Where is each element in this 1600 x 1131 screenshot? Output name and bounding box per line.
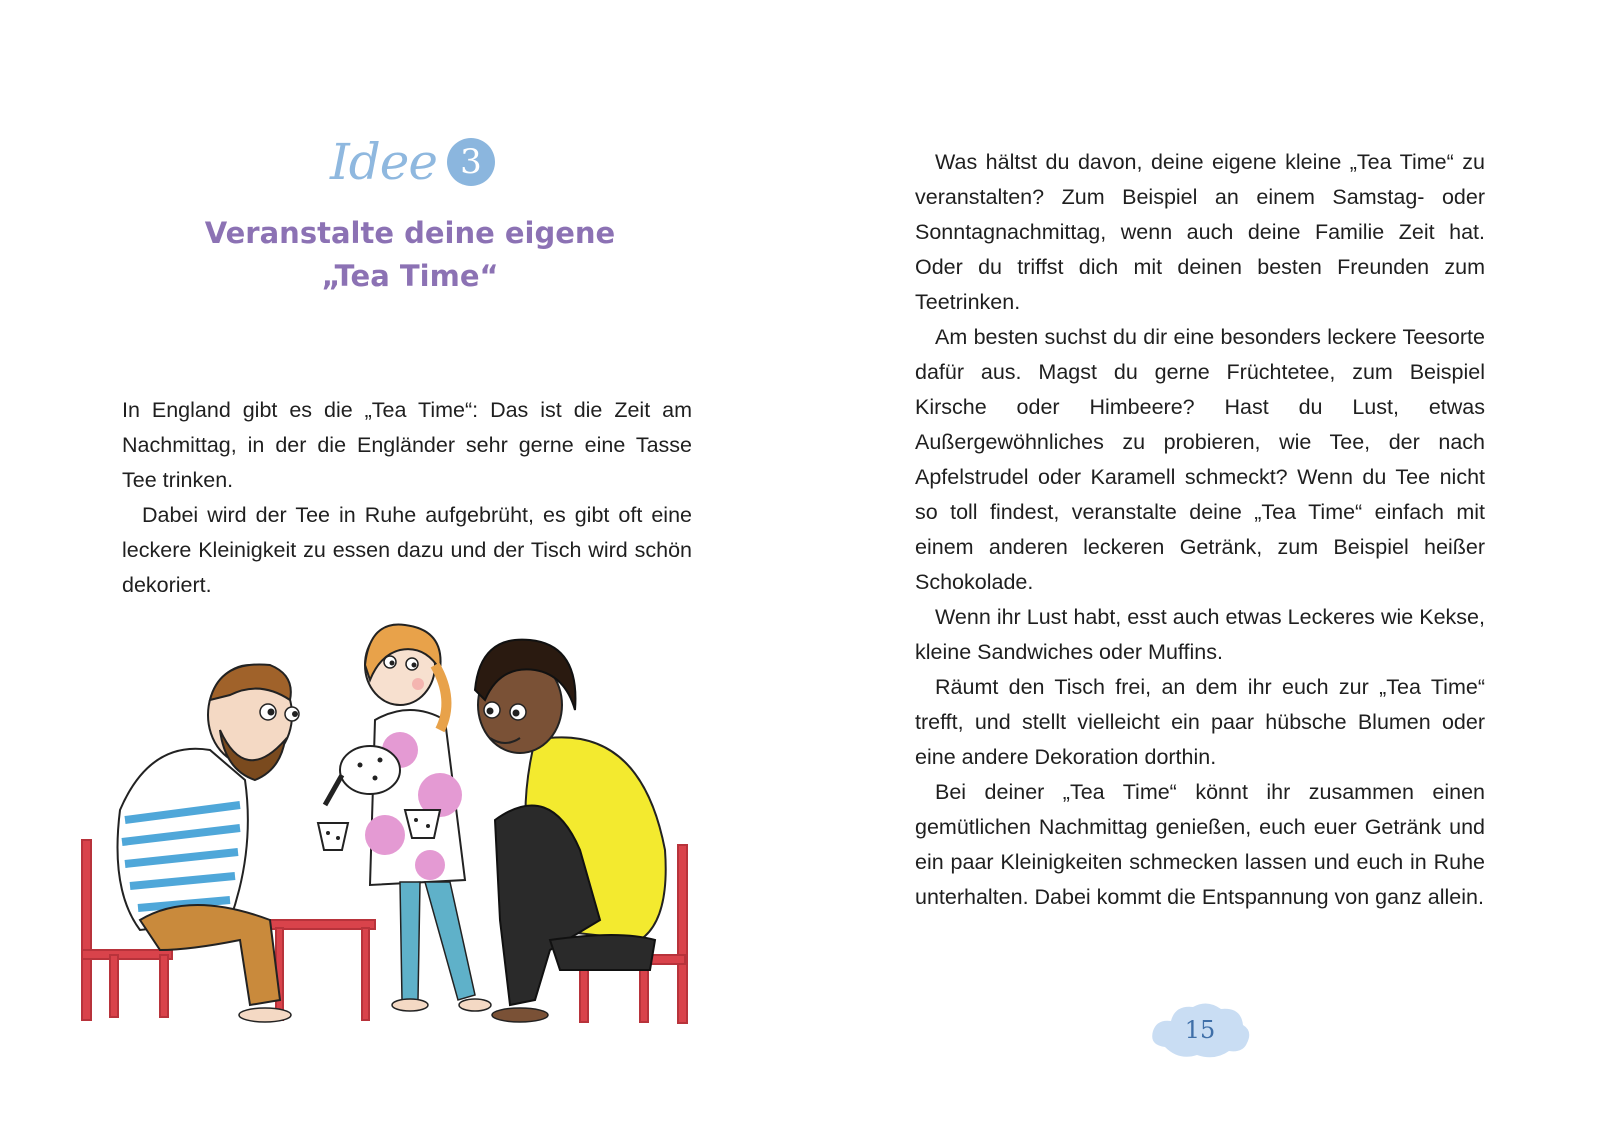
idee-number-badge: 3 [447, 138, 495, 186]
page-number-text: 15 [1184, 1016, 1216, 1044]
paragraph: Was hältst du davon, deine eigene kleine „Tea Time“ zu veranstalten? Zum Beispiel an einem Samstag- oder Sonntagnachmittag, wenn auch deine Familie Zeit hat. Oder du triffst dich mit deinen besten Freunden zum Teetrinken. [915, 150, 1485, 314]
left-body-text [122, 393, 692, 603]
page-title [120, 212, 700, 298]
right-page [800, 0, 1600, 1131]
idee-heading [330, 132, 495, 192]
table-icon [270, 920, 375, 1020]
title-line-1: Veranstalte deine eigene [204, 216, 616, 250]
boy-figure [475, 640, 666, 1022]
paragraph: Dabei wird der Tee in Ruhe aufgebrüht, es gibt oft eine leckere Kleinigkeit zu essen dazu und der Tisch wird schön dekoriert. [122, 503, 692, 597]
page-number [1145, 995, 1255, 1065]
paragraph: In England gibt es die „Tea Time“: Das ist die Zeit am Nachmittag, in der die Engländer sehr gerne eine Tasse Tee trinken. [122, 398, 692, 492]
title-line-2: „Tea Time“ [321, 259, 499, 293]
right-body-text [915, 145, 1485, 915]
paragraph: Bei deiner „Tea Time“ könnt ihr zusammen einen gemütlichen Nachmittag genießen, euch euer Getränk und ein paar Kleinigkeiten schmecken lassen und euch in Ruhe unterhalten. Dabei kommt die Entspannung von ganz allein. [915, 780, 1485, 909]
girl-figure [325, 625, 491, 1012]
bearded-man-figure [118, 664, 349, 1022]
idee-label: Idee [330, 133, 437, 191]
paragraph: Am besten suchst du dir eine besonders leckere Teesorte dafür aus. Magst du gerne Früchtetee, zum Beispiel Kirsche oder Himbeere? Hast du Lust, etwas Außergewöhnliches zu probieren, wie Tee, der nach Apfelstrudel oder Karamell schmeckt? Wenn du Tee nicht so toll findest, veranstalte deine „Tea Time“ einfach mit einem anderen leckeren Getränk, zum Beispiel heißer Schokolade. [915, 325, 1485, 594]
paragraph: Wenn ihr Lust habt, esst auch etwas Leckeres wie Kekse, kleine Sandwiches oder Muffins. [915, 605, 1485, 664]
tea-time-illustration [80, 620, 710, 1050]
paragraph: Räumt den Tisch frei, an dem ihr euch zur „Tea Time“ trefft, und stellt vielleicht ein paar hübsche Blumen oder eine andere Dekoration dorthin. [915, 675, 1485, 769]
